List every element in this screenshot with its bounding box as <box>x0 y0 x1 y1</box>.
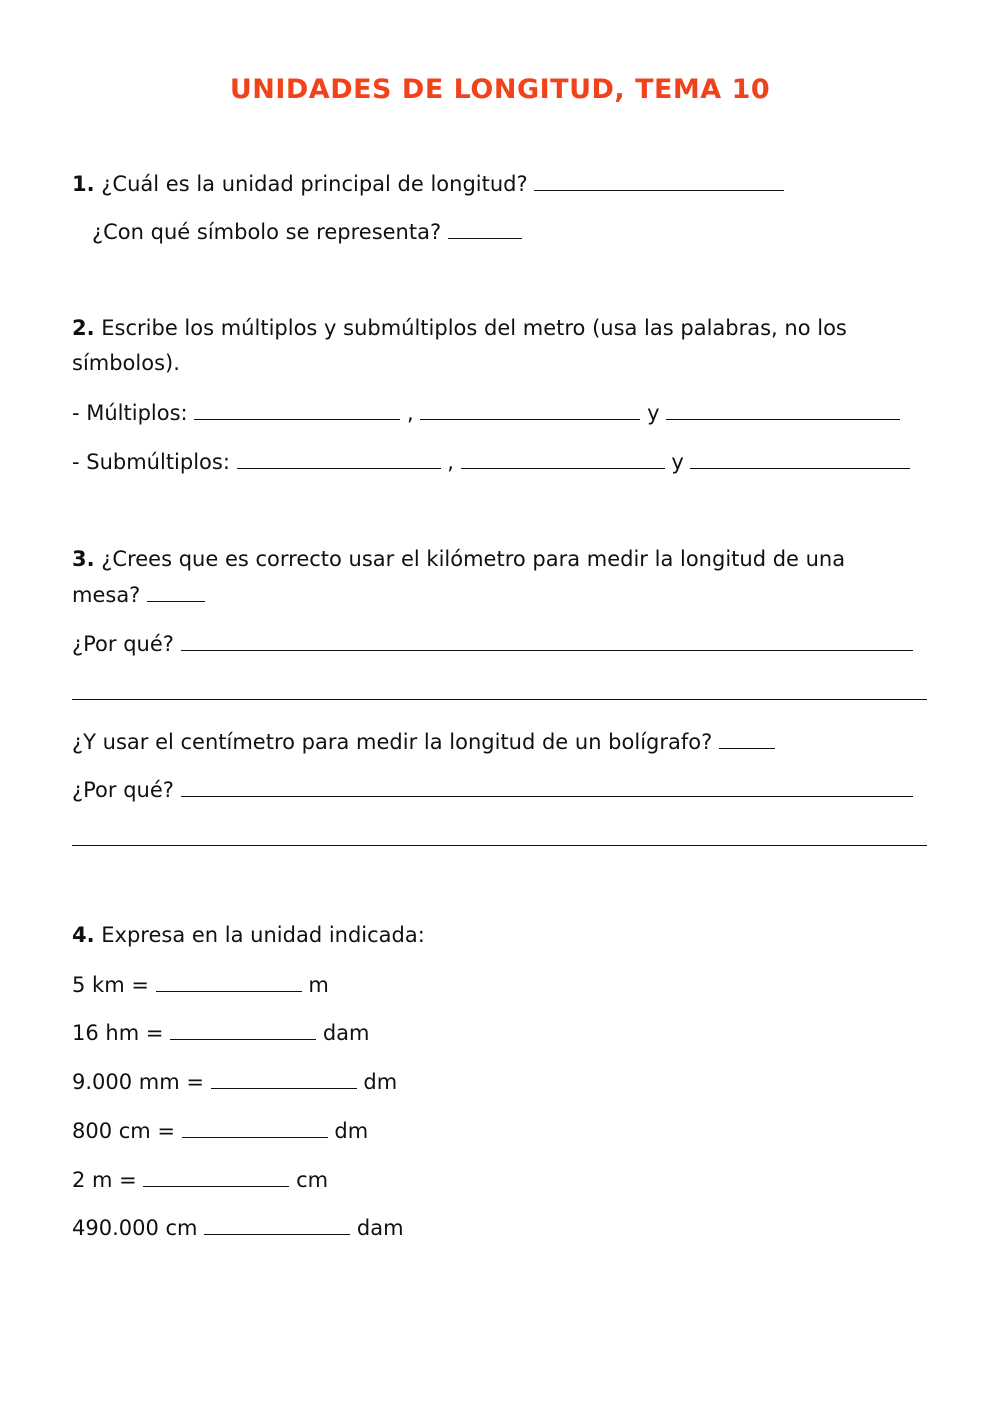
conversion-unit: dam <box>356 1216 404 1240</box>
q3-number: 3. <box>72 547 95 571</box>
q3-text2: ¿Y usar el centímetro para medir la longitud de un bolígrafo? <box>72 730 713 754</box>
conversion-row <box>72 1164 328 1195</box>
q4-line <box>72 920 425 950</box>
q1-line <box>72 168 784 199</box>
multiplo-blank-3[interactable] <box>666 397 900 420</box>
conversion-unit: dm <box>363 1070 398 1094</box>
conversion-unit: cm <box>296 1168 329 1192</box>
q4-text: Expresa en la unidad indicada: <box>101 923 425 947</box>
conversion-row <box>72 1115 368 1146</box>
q2-text-line2: símbolos). <box>72 351 180 375</box>
multiplo-blank-2[interactable] <box>420 397 640 420</box>
conversion-blank[interactable] <box>211 1066 357 1089</box>
q1-answer-blank[interactable] <box>534 168 784 191</box>
submultiplo-blank-3[interactable] <box>690 446 910 469</box>
q3-line3 <box>72 726 775 757</box>
conversion-left: 5 km = <box>72 973 149 997</box>
q3-extra-blank-1[interactable] <box>72 677 927 700</box>
conversion-unit: dm <box>334 1119 369 1143</box>
conversion-blank[interactable] <box>204 1212 350 1235</box>
q1-sub-text: ¿Con qué símbolo se representa? <box>92 220 442 244</box>
q3-extra-line-2 <box>72 823 927 854</box>
conversion-blank[interactable] <box>170 1017 316 1040</box>
conversion-row <box>72 969 329 1000</box>
conversion-row <box>72 1017 369 1048</box>
conversion-left: 16 hm = <box>72 1021 164 1045</box>
q2-multiplos-line <box>72 397 900 428</box>
multiplo-blank-1[interactable] <box>194 397 400 420</box>
q2-line1 <box>72 313 847 343</box>
conversion-left: 2 m = <box>72 1168 137 1192</box>
submultiplo-blank-1[interactable] <box>237 446 441 469</box>
multiplos-label: - Múltiplos: <box>72 401 188 425</box>
submultiplo-blank-2[interactable] <box>461 446 665 469</box>
conversion-blank[interactable] <box>156 969 302 992</box>
conversion-blank[interactable] <box>143 1164 289 1187</box>
q3-porque-blank-1[interactable] <box>181 628 913 651</box>
conversion-left: 490.000 cm <box>72 1216 198 1240</box>
q2-number: 2. <box>72 316 95 340</box>
q3-porque-blank-2[interactable] <box>181 774 913 797</box>
q3-line1 <box>72 544 845 574</box>
q3-line2 <box>72 579 205 610</box>
q3-text-line1: ¿Crees que es correcto usar el kilómetro para medir la longitud de una <box>101 547 846 571</box>
multiplos-y: y <box>647 401 660 425</box>
q4-number: 4. <box>72 923 95 947</box>
q3-porque-line-1 <box>72 628 913 659</box>
q1-text: ¿Cuál es la unidad principal de longitud? <box>101 172 528 196</box>
conversion-unit: m <box>308 973 329 997</box>
multiplos-comma: , <box>407 401 414 425</box>
submultiplos-label: - Submúltiplos: <box>72 450 230 474</box>
q3-porque-label-1: ¿Por qué? <box>72 632 174 656</box>
conversion-left: 800 cm = <box>72 1119 176 1143</box>
conversion-row <box>72 1212 404 1243</box>
q2-text-line1: Escribe los múltiplos y submúltiplos del metro (usa las palabras, no los <box>101 316 847 340</box>
conversion-row <box>72 1066 397 1097</box>
q3-porque-line-2 <box>72 774 913 805</box>
conversion-left: 9.000 mm = <box>72 1070 204 1094</box>
q3-extra-line-1 <box>72 677 927 708</box>
q3-mesa-blank[interactable] <box>147 579 205 602</box>
q1-sub-line <box>92 216 522 247</box>
q3-text-line2: mesa? <box>72 583 141 607</box>
q3-extra-blank-2[interactable] <box>72 823 927 846</box>
q2-submultiplos-line <box>72 446 910 477</box>
submultiplos-y: y <box>671 450 684 474</box>
q3-porque-label-2: ¿Por qué? <box>72 778 174 802</box>
submultiplos-comma: , <box>447 450 454 474</box>
q2-line2 <box>72 348 180 378</box>
q1-number: 1. <box>72 172 95 196</box>
page-title: UNIDADES DE LONGITUD, TEMA 10 <box>229 74 771 105</box>
conversion-unit: dam <box>322 1021 370 1045</box>
q3-boligrafo-blank[interactable] <box>719 726 775 749</box>
q1-symbol-blank[interactable] <box>448 216 522 239</box>
conversion-blank[interactable] <box>182 1115 328 1138</box>
